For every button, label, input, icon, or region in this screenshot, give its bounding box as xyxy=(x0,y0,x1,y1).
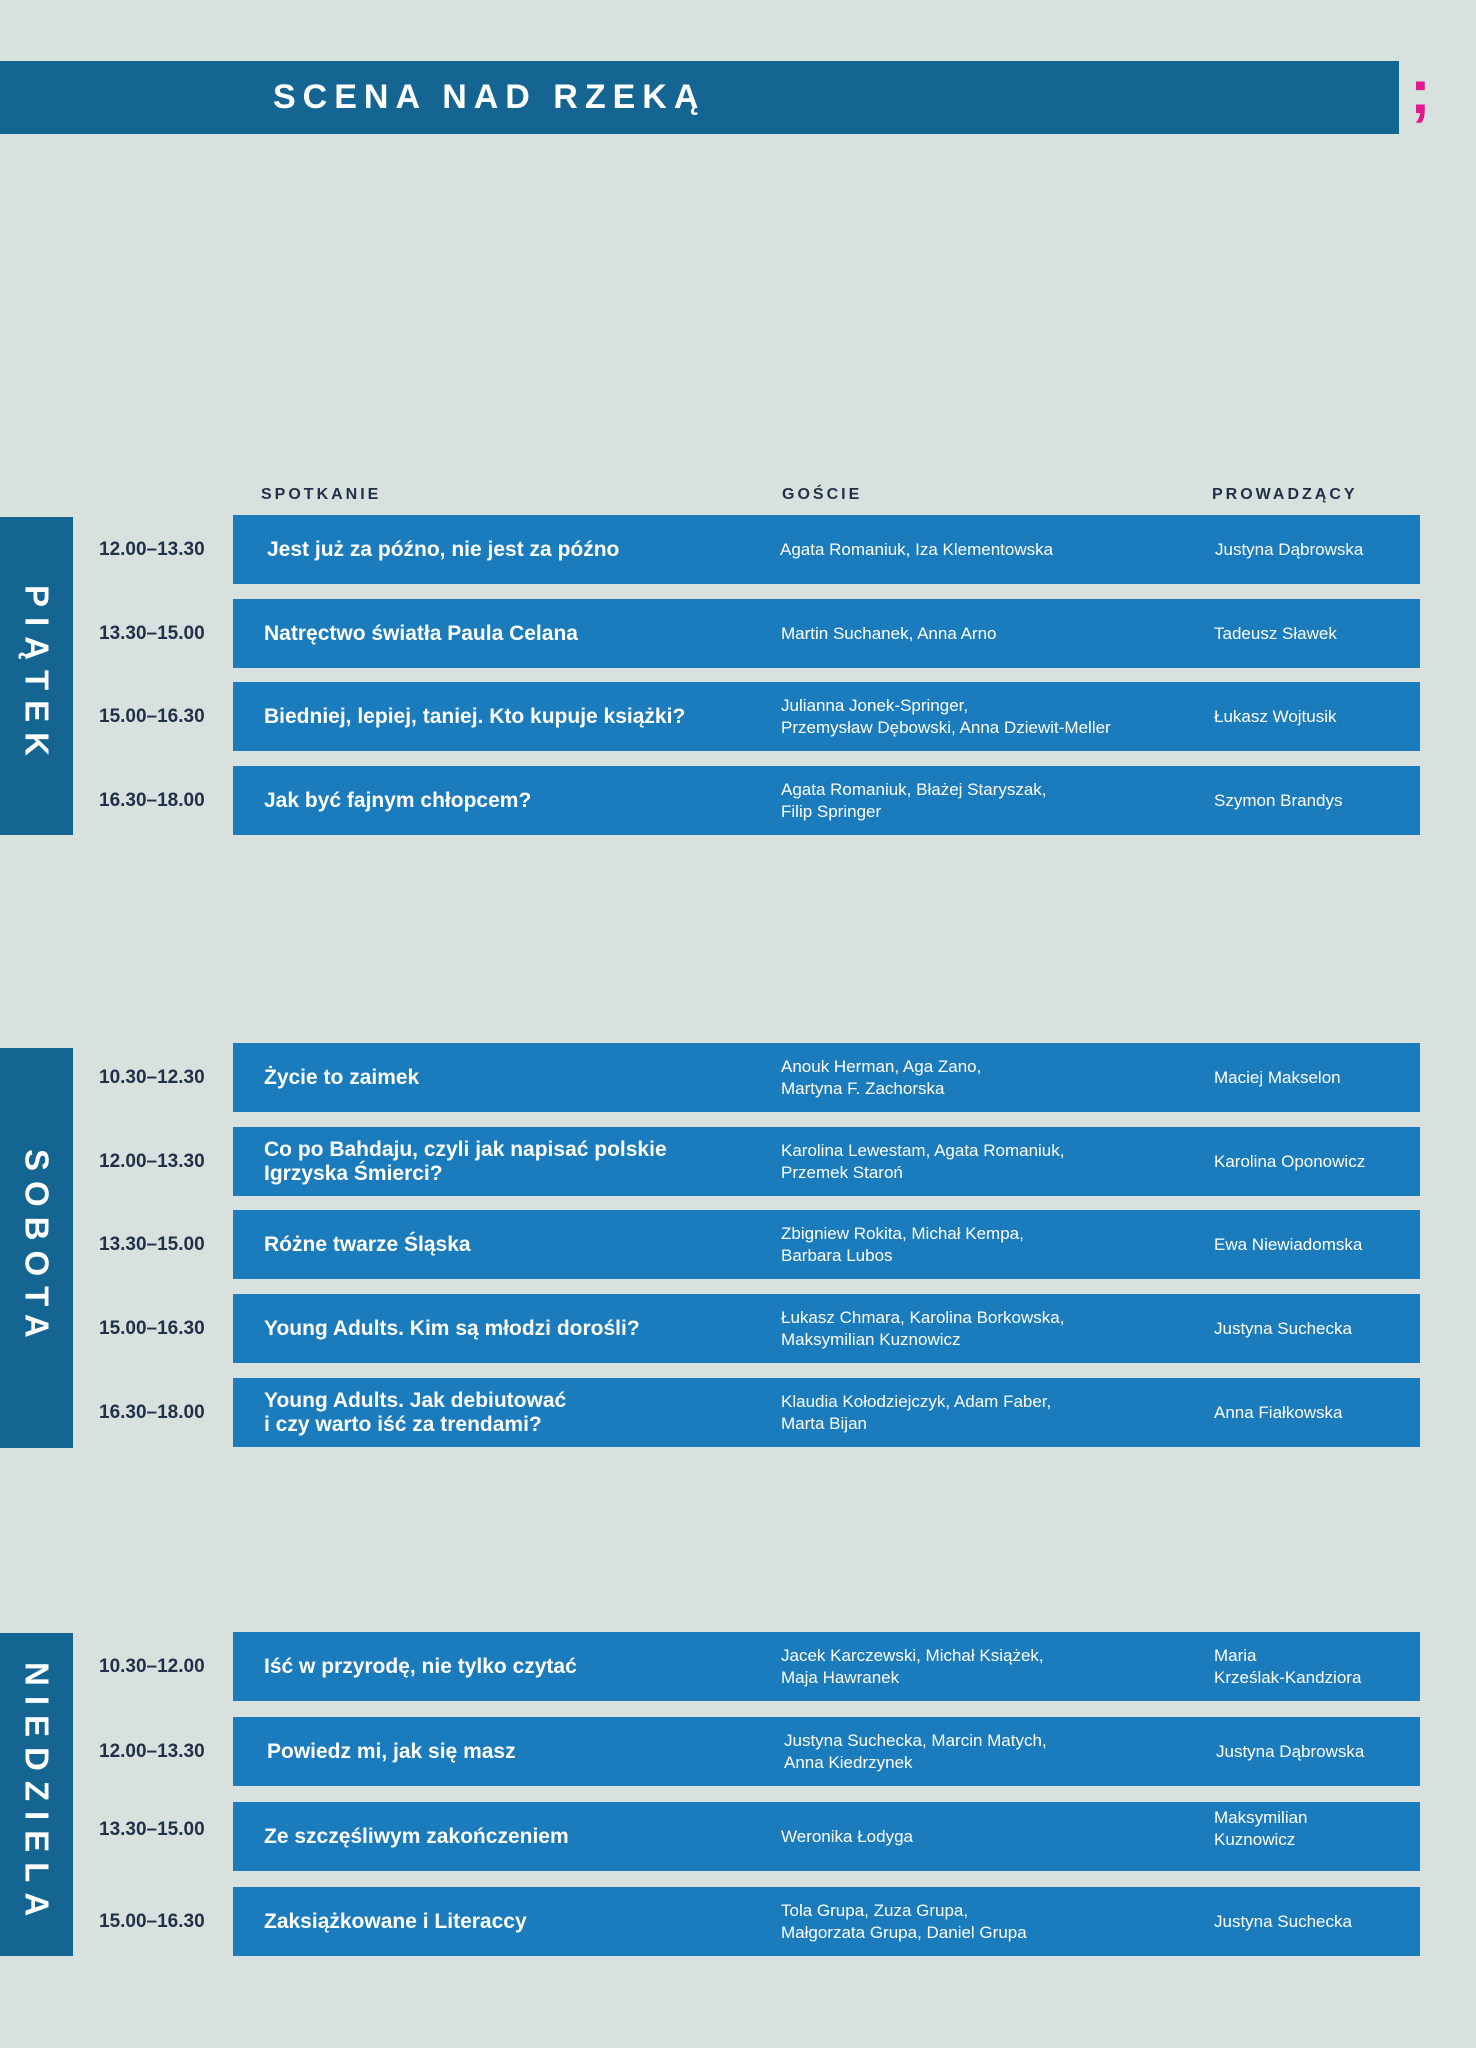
event-title: Zaksiążkowane i Literaccy xyxy=(264,1909,527,1933)
event-host: Anna Fiałkowska xyxy=(1214,1402,1343,1422)
semicolon-logo: ; xyxy=(1410,58,1431,127)
schedule-row xyxy=(0,599,1476,668)
event-guests: Julianna Jonek-Springer, Przemysław Dębowski, Anna Dziewit-Meller xyxy=(781,695,1111,737)
event-host: Justyna Suchecka xyxy=(1214,1911,1352,1931)
event-title: Biedniej, lepiej, taniej. Kto kupuje książki? xyxy=(264,704,686,728)
event-title: Jest już za późno, nie jest za późno xyxy=(267,537,620,561)
event-title: Young Adults. Kim są młodzi dorośli? xyxy=(264,1316,640,1340)
event-title: Co po Bahdaju, czyli jak napisać polskie Igrzyska Śmierci? xyxy=(264,1137,667,1185)
event-card xyxy=(233,515,1420,584)
schedule-row xyxy=(0,515,1476,584)
event-host: Karolina Oponowicz xyxy=(1214,1151,1366,1171)
event-card xyxy=(233,1632,1420,1701)
event-host: Ewa Niewiadomska xyxy=(1214,1234,1363,1254)
column-header-guests: GOŚCIE xyxy=(782,486,863,503)
event-title: Natręctwo światła Paula Celana xyxy=(264,621,578,645)
event-card xyxy=(233,1294,1420,1363)
event-time: 15.00–16.30 xyxy=(99,706,205,727)
event-card xyxy=(233,599,1420,668)
event-guests: Klaudia Kołodziejczyk, Adam Faber, Marta Bijan xyxy=(781,1391,1052,1433)
column-header-meeting: SPOTKANIE xyxy=(261,486,382,503)
event-host: Maria Krześlak-Kandziora xyxy=(1214,1645,1362,1687)
event-host: Tadeusz Sławek xyxy=(1214,623,1337,643)
event-title: Powiedz mi, jak się masz xyxy=(267,1739,516,1763)
schedule-row xyxy=(0,1802,1476,1871)
event-host: Justyna Dąbrowska xyxy=(1215,539,1364,559)
event-card xyxy=(233,682,1420,751)
schedule-row xyxy=(0,1043,1476,1112)
event-title: Jak być fajnym chłopcem? xyxy=(264,788,532,812)
event-guests: Jacek Karczewski, Michał Książek, Maja Hawranek xyxy=(781,1645,1044,1687)
event-card xyxy=(233,1802,1420,1871)
column-header-host: PROWADZĄCY xyxy=(1212,486,1358,503)
event-title: Życie to zaimek xyxy=(264,1065,420,1089)
schedule-row xyxy=(0,1210,1476,1279)
event-time: 13.30–15.00 xyxy=(99,1234,205,1255)
schedule-row xyxy=(0,1887,1476,1956)
schedule-row xyxy=(0,1632,1476,1701)
schedule-row xyxy=(0,682,1476,751)
event-guests: Łukasz Chmara, Karolina Borkowska, Maksymilian Kuznowicz xyxy=(781,1307,1065,1349)
day-name: SOBOTA xyxy=(18,1148,56,1348)
event-guests: Martin Suchanek, Anna Arno xyxy=(781,623,997,643)
event-title: Iść w przyrodę, nie tylko czytać xyxy=(264,1654,577,1678)
event-guests: Karolina Lewestam, Agata Romaniuk, Przemek Staroń xyxy=(781,1140,1065,1182)
event-time: 12.00–13.30 xyxy=(99,1151,205,1172)
event-title: Young Adults. Jak debiutować i czy warto iść za trendami? xyxy=(264,1388,567,1436)
event-time: 16.30–18.00 xyxy=(99,1402,205,1423)
event-guests: Justyna Suchecka, Marcin Matych, Anna Kiedrzynek xyxy=(784,1730,1047,1772)
event-time: 12.00–13.30 xyxy=(99,539,205,560)
event-card xyxy=(233,1378,1420,1447)
event-host: Justyna Suchecka xyxy=(1214,1318,1352,1338)
event-guests: Anouk Herman, Aga Zano, Martyna F. Zachorska xyxy=(781,1056,982,1098)
event-card xyxy=(233,1127,1420,1196)
day-name: PIĄTEK xyxy=(18,585,56,767)
event-host: Łukasz Wojtusik xyxy=(1214,706,1337,726)
event-guests: Agata Romaniuk, Błażej Staryszak, Filip Springer xyxy=(781,779,1047,821)
event-card xyxy=(233,1887,1420,1956)
event-guests: Agata Romaniuk, Iza Klementowska xyxy=(780,539,1054,559)
schedule-row xyxy=(0,1378,1476,1447)
event-title: Różne twarze Śląska xyxy=(264,1232,471,1256)
event-host: Justyna Dąbrowska xyxy=(1216,1741,1365,1761)
event-host: Szymon Brandys xyxy=(1214,790,1343,810)
event-time: 15.00–16.30 xyxy=(99,1318,205,1339)
event-host: Maksymilian Kuznowicz xyxy=(1214,1807,1308,1849)
schedule-row xyxy=(0,766,1476,835)
event-guests: Weronika Łodyga xyxy=(781,1826,913,1846)
schedule-row xyxy=(0,1294,1476,1363)
event-time: 13.30–15.00 xyxy=(99,623,205,644)
event-time: 10.30–12.30 xyxy=(99,1067,205,1088)
event-card xyxy=(233,1210,1420,1279)
day-name: NIEDZIELA xyxy=(18,1662,56,1927)
event-time: 12.00–13.30 xyxy=(99,1741,205,1762)
event-card xyxy=(233,1043,1420,1112)
header-bar xyxy=(0,61,1399,134)
event-time: 13.30–15.00 xyxy=(99,1819,205,1840)
schedule-row xyxy=(0,1717,1476,1786)
schedule-row xyxy=(0,1127,1476,1196)
event-time: 16.30–18.00 xyxy=(99,790,205,811)
event-time: 10.30–12.00 xyxy=(99,1656,205,1677)
page-title: SCENA NAD RZEKĄ xyxy=(273,78,706,116)
event-guests: Zbigniew Rokita, Michał Kempa, Barbara Lubos xyxy=(781,1223,1024,1265)
event-title: Ze szczęśliwym zakończeniem xyxy=(264,1824,569,1848)
event-time: 15.00–16.30 xyxy=(99,1911,205,1932)
event-card xyxy=(233,766,1420,835)
event-card xyxy=(233,1717,1420,1786)
event-host: Maciej Makselon xyxy=(1214,1067,1341,1087)
event-guests: Tola Grupa, Zuza Grupa, Małgorzata Grupa, Daniel Grupa xyxy=(781,1900,1027,1942)
